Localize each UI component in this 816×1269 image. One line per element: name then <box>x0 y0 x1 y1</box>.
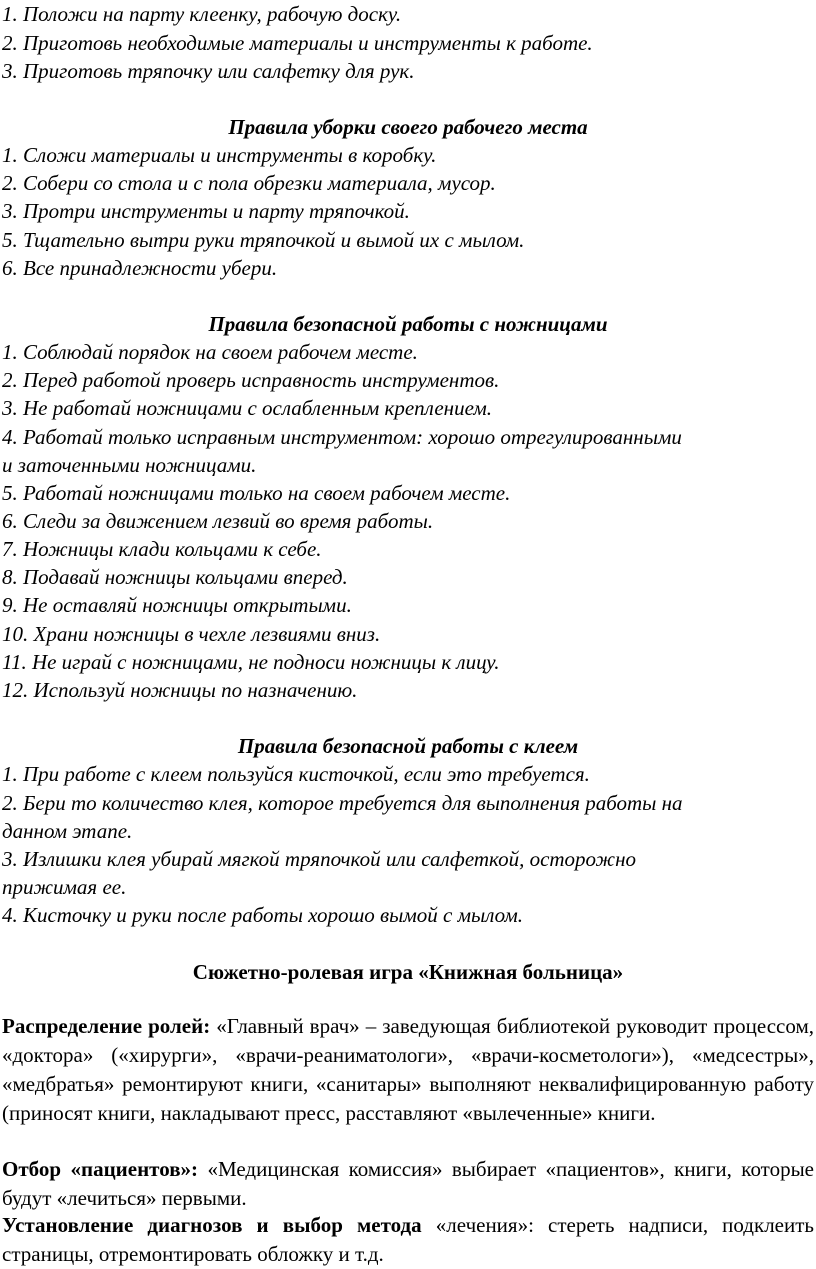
scissors-item: 5. Работай ножницами только на своем рабочем месте. <box>2 481 511 505</box>
scissors-item: 1. Соблюдай порядок на своем рабочем месте. <box>2 340 418 364</box>
intro-item: 3. Приготовь тряпочку или салфетку для рук. <box>2 59 415 83</box>
patients-label: Отбор «пациентов»: <box>2 1157 199 1181</box>
game-title: Сюжетно-ролевая игра «Книжная больница» <box>192 960 624 984</box>
glue-item: 4. Кисточку и руки после работы хорошо вымой с мылом. <box>2 903 524 927</box>
scissors-item: 12. Используй ножницы по назначению. <box>2 678 358 702</box>
scissors-item: 11. Не играй с ножницами, не подноси ножницы к лицу. <box>2 650 500 674</box>
glue-item: 3. Излишки клея убирай мягкой тряпочкой или салфеткой, осторожно <box>2 847 636 871</box>
cleanup-item: 2. Собери со стола и с пола обрезки материала, мусор. <box>2 171 496 195</box>
roles-paragraph <box>2 1012 814 1128</box>
cleanup-item: 1. Сложи материалы и инструменты в коробку. <box>2 143 437 167</box>
roles-text: «Главный врач» – заведующая библиотекой руководит процессом, «доктора» («хирурги», «врачи-реаниматологи», «врачи-косметологи»), «медсестры», «медбратья» ремонтируют книги, «санитары» выполняют неквалифицированную работу (приносят книги, накладывают пресс, расставляют «вылеченные» книги. <box>2 1014 815 1125</box>
intro-item: 1. Положи на парту клеенку, рабочую доску. <box>2 2 402 26</box>
glue-item: прижимая ее. <box>2 875 127 899</box>
glue-item: 2. Бери то количество клея, которое требуется для выполнения работы на <box>2 791 683 815</box>
scissors-item: 7. Ножницы клади кольцами к себе. <box>2 537 322 561</box>
cleanup-item: 5. Тщательно вытри руки тряпочкой и вымой их с мылом. <box>2 228 525 252</box>
intro-item: 2. Приготовь необходимые материалы и инструменты к работе. <box>2 31 593 55</box>
scissors-item: 10. Храни ножницы в чехле лезвиями вниз. <box>2 622 381 646</box>
cleanup-item: 3. Протри инструменты и парту тряпочкой. <box>2 199 410 223</box>
diagnosis-text: «лечения»: стереть надписи, подклеить страницы, отремонтировать обложку и т.д. <box>2 1213 814 1266</box>
scissors-item: 3. Не работай ножницами с ослабленным креплением. <box>2 396 493 420</box>
cleanup-item: 6. Все принадлежности убери. <box>2 256 278 280</box>
cleanup-heading: Правила уборки своего рабочего места <box>228 115 588 139</box>
diagnosis-label: Установление диагнозов и выбор метода <box>2 1213 422 1237</box>
scissors-item: 4. Работай только исправным инструментом: хорошо отрегулированными <box>2 425 682 449</box>
diagnosis-paragraph <box>2 1211 814 1269</box>
patients-text: «Медицинская комиссия» выбирает «пациентов», книги, которые будут «лечиться» первыми. <box>2 1157 815 1210</box>
scissors-item: 2. Перед работой проверь исправность инструментов. <box>2 368 500 392</box>
patients-paragraph <box>2 1155 814 1213</box>
scissors-heading: Правила безопасной работы с ножницами <box>208 312 608 336</box>
glue-item: 1. При работе с клеем пользуйся кисточкой, если это требуется. <box>2 762 590 786</box>
scissors-item: и заточенными ножницами. <box>2 453 257 477</box>
roles-label: Распределение ролей: <box>2 1014 211 1038</box>
glue-heading: Правила безопасной работы с клеем <box>237 734 579 758</box>
scissors-item: 9. Не оставляй ножницы открытыми. <box>2 593 352 617</box>
scissors-item: 6. Следи за движением лезвий во время работы. <box>2 509 434 533</box>
glue-item: данном этапе. <box>2 819 133 843</box>
scissors-item: 8. Подавай ножницы кольцами вперед. <box>2 565 348 589</box>
